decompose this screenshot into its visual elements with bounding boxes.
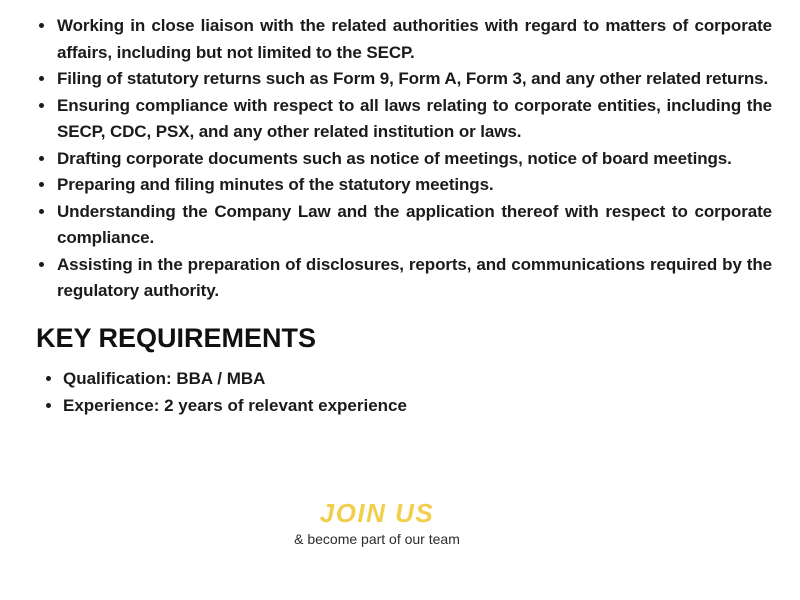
responsibility-item: • Filing of statutory returns such as Form 9, Form A, Form 3, and any other related returns. — [56, 66, 772, 93]
requirements-list — [42, 365, 770, 419]
responsibility-item: • Assisting in the preparation of disclosures, reports, and communications required by the regulatory authority. — [56, 252, 772, 305]
requirement-item: • Experience: 2 years of relevant experience — [63, 392, 770, 419]
responsibility-item: • Preparing and filing minutes of the statutory meetings. — [56, 172, 772, 199]
requirement-item: • Qualification: BBA / MBA — [63, 365, 770, 392]
responsibilities-list — [40, 13, 772, 305]
join-us-section — [0, 498, 754, 548]
responsibility-item: • Working in close liaison with the related authorities with regard to matters of corporate affairs, including but not limited to the SECP. — [56, 13, 772, 66]
key-requirements-heading: KEY REQUIREMENTS — [36, 322, 317, 353]
responsibility-item: • Ensuring compliance with respect to all laws relating to corporate entities, including the SECP, CDC, PSX, and any other related institution or laws. — [56, 93, 772, 146]
join-us-subtitle: & become part of our team — [294, 531, 460, 547]
responsibility-item: • Drafting corporate documents such as notice of meetings, notice of board meetings. — [56, 146, 772, 173]
join-us-title: JOIN US — [319, 498, 435, 528]
responsibility-item: • Understanding the Company Law and the application thereof with respect to corporate compliance. — [56, 199, 772, 252]
